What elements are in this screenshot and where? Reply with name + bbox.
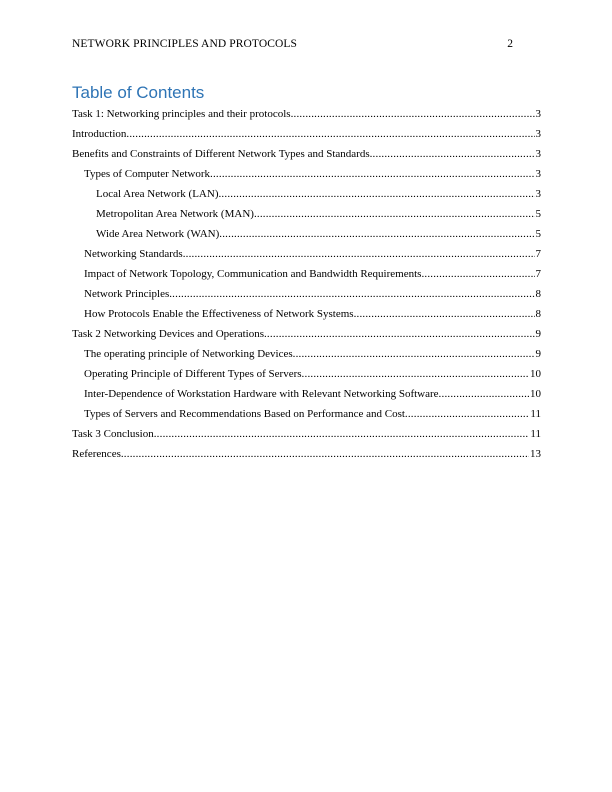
toc-entry-page: 9 [535,328,541,340]
toc-entry-page: 10 [530,368,541,380]
toc-entry-page: 5 [535,228,541,240]
toc-entry-text: Impact of Network Topology, Communication and Bandwidth Requirements [84,268,422,280]
toc-heading: Table of Contents [72,83,205,102]
toc-entry-page: 10 [530,388,541,400]
toc-entry-text: Task 1: Networking principles and their protocols [72,108,291,120]
toc-entry[interactable] [72,244,541,264]
toc-entry[interactable] [72,124,541,144]
toc-entry[interactable] [72,424,541,444]
toc-entry-text: Introduction [72,128,127,140]
dot-leader [121,444,529,464]
toc-entry-page: 3 [535,148,541,160]
toc-entry-page: 3 [535,188,541,200]
toc-entry[interactable] [72,384,541,404]
toc-entry-text: Inter-Dependence of Workstation Hardware with Relevant Networking Software [84,388,439,400]
toc-entry[interactable] [72,204,541,224]
dot-leader [169,284,534,304]
toc-entry-text: Task 3 Conclusion [72,428,154,440]
toc-entry-page: 5 [535,208,541,220]
dot-leader [154,424,530,444]
toc-entry-text: Wide Area Network (WAN) [96,228,220,240]
dot-leader [126,124,534,144]
dot-leader [254,204,535,224]
toc-entry[interactable] [72,264,541,284]
toc-entry-page: 8 [535,308,541,320]
toc-entry[interactable] [72,304,541,324]
toc-entry[interactable] [72,104,541,124]
toc-entry-text: Local Area Network (LAN) [96,188,219,200]
dot-leader [219,224,534,244]
toc-entry-text: References [72,448,121,460]
toc-entry-page: 11 [530,428,541,440]
toc-entry[interactable] [72,144,541,164]
dot-leader [218,184,534,204]
toc-entry-text: Metropolitan Area Network (MAN) [96,208,254,220]
toc-entry-page: 7 [535,268,541,280]
toc-entry-text: Benefits and Constraints of Different Network Types and Standards [72,148,370,160]
toc-entry[interactable] [72,164,541,184]
page-number: 2 [507,38,513,50]
toc-entry-text: How Protocols Enable the Effectiveness of Network Systems [84,308,354,320]
toc-entry-text: Operating Principle of Different Types of Servers [84,368,302,380]
toc-entry-page: 3 [535,108,541,120]
toc-entry-page: 7 [535,248,541,260]
dot-leader [293,344,535,364]
dot-leader [421,264,534,284]
dot-leader [405,404,530,424]
dot-leader [210,164,534,184]
toc-entry-text: Types of Computer Network [84,168,211,180]
toc-entry-text: Network Principles [84,288,170,300]
toc-entry-text: The operating principle of Networking Devices [84,348,293,360]
dot-leader [439,384,529,404]
toc-entry-page: 3 [535,168,541,180]
toc-entry[interactable] [72,284,541,304]
toc-entry[interactable] [72,344,541,364]
dot-leader [302,364,529,384]
dot-leader [354,304,535,324]
toc-entry-page: 3 [535,128,541,140]
running-head-title: NETWORK PRINCIPLES AND PROTOCOLS [72,38,298,50]
toc-entry-page: 11 [530,408,541,420]
toc-entry[interactable] [72,184,541,204]
toc-entry-page: 13 [530,448,541,460]
toc-entry-page: 9 [535,348,541,360]
toc-entry-page: 8 [535,288,541,300]
toc-entry-text: Networking Standards [84,248,183,260]
table-of-contents [72,104,541,464]
dot-leader [291,104,535,124]
toc-entry[interactable] [72,224,541,244]
dot-leader [183,244,535,264]
toc-entry-text: Types of Servers and Recommendations Based on Performance and Cost [84,408,405,420]
dot-leader [370,144,535,164]
page-header [72,36,513,52]
toc-entry-text: Task 2 Networking Devices and Operations [72,328,264,340]
toc-entry[interactable] [72,444,541,464]
toc-entry[interactable] [72,404,541,424]
toc-entry[interactable] [72,364,541,384]
dot-leader [264,324,535,344]
toc-entry[interactable] [72,324,541,344]
